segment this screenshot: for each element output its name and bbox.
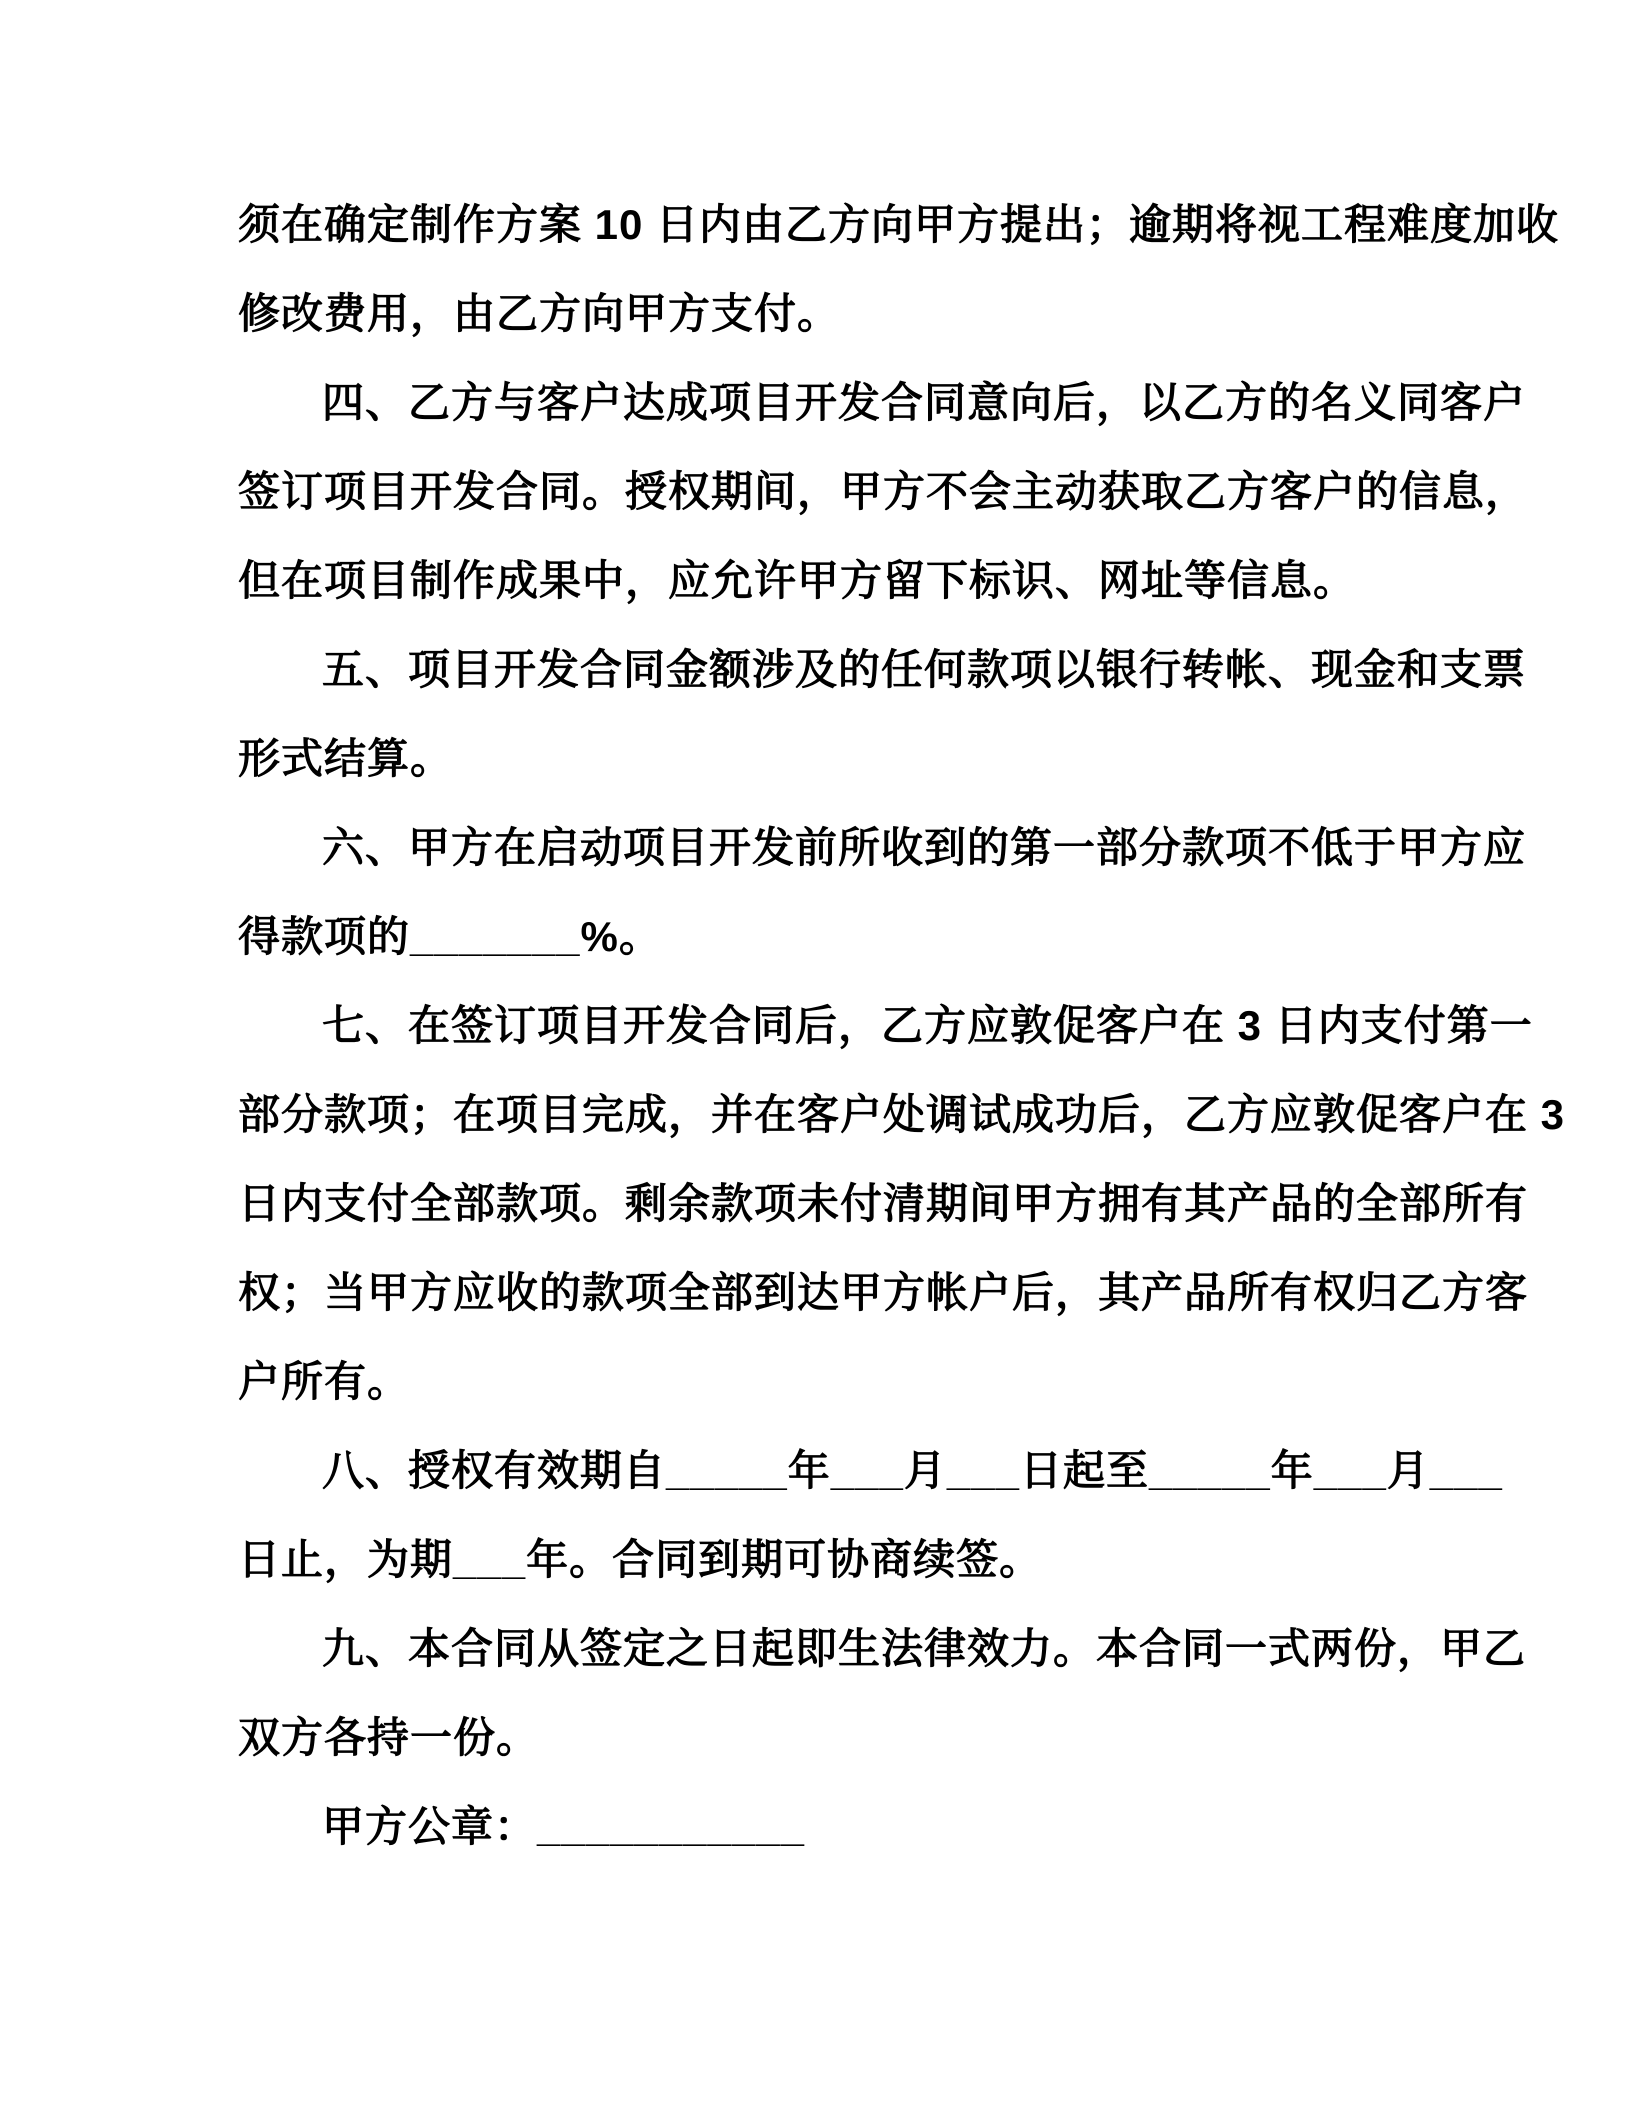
contract-line: 日止，为期___年。合同到期可协商续签。	[238, 1536, 1043, 1583]
contract-line: 权；当甲方应收的款项全部到达甲方帐户后，其产品所有权归乙方客	[238, 1269, 1529, 1316]
contract-line: 双方各持一份。	[238, 1714, 540, 1761]
contract-line: 八、授权有效期自_____年___月___日起至_____年___月___	[322, 1447, 1503, 1494]
contract-line: 签订项目开发合同。授权期间，甲方不会主动获取乙方客户的信息，	[238, 468, 1529, 515]
contract-line: 须在确定制作方案 10 日内由乙方向甲方提出；逾期将视工程难度加收	[238, 201, 1560, 248]
contract-text-block	[238, 180, 1566, 1871]
contract-line: 但在项目制作成果中，应允许甲方留下标识、网址等信息。	[238, 557, 1357, 604]
contract-line: 修改费用，由乙方向甲方支付。	[238, 290, 841, 337]
contract-line: 七、在签订项目开发合同后，乙方应敦促客户在 3 日内支付第一	[322, 1002, 1533, 1049]
contract-line: 五、项目开发合同金额涉及的任何款项以银行转帐、现金和支票	[322, 646, 1527, 693]
contract-line: 得款项的_______%。	[238, 913, 662, 960]
contract-line: 形式结算。	[238, 735, 454, 782]
contract-line: 日内支付全部款项。剩余款项未付清期间甲方拥有其产品的全部所有	[238, 1180, 1529, 1227]
contract-line: 四、乙方与客户达成项目开发合同意向后，以乙方的名义同客户	[322, 379, 1527, 426]
contract-line: 部分款项；在项目完成，并在客户处调试成功后，乙方应敦促客户在 3	[238, 1091, 1566, 1138]
contract-line: 甲方公章：___________	[322, 1803, 805, 1850]
contract-line: 户所有。	[238, 1358, 411, 1405]
contract-line: 六、甲方在启动项目开发前所收到的第一部分款项不低于甲方应	[322, 824, 1527, 871]
contract-line: 九、本合同从签定之日起即生法律效力。本合同一式两份，甲乙	[322, 1625, 1527, 1672]
